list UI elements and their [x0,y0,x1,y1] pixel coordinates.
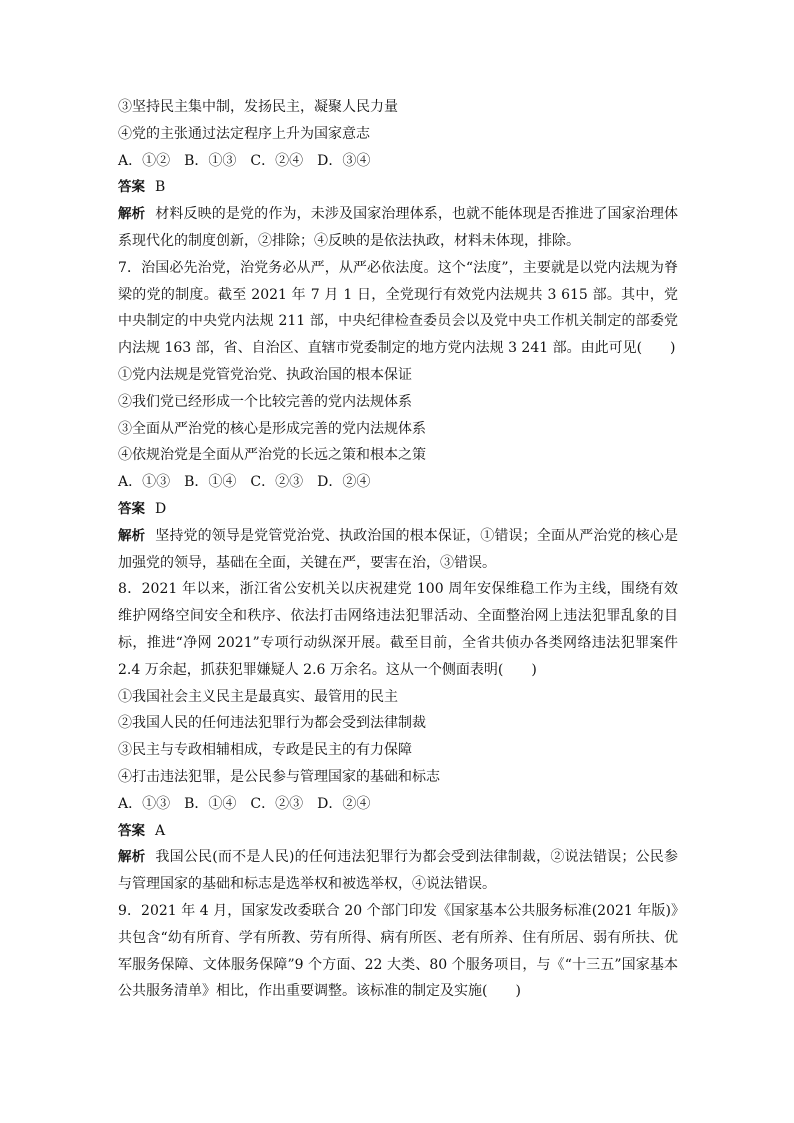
q8-stem: 8．2021 年以来，浙江省公安机关以庆祝建党 100 周年安保维稳工作为主线，围绕有效维护网络空间安全和秩序、依法打击网络违法犯罪活动、全面整治网上违法犯罪乱象的目标，推进“净网 2021”专项行动纵深开展。截至目前，全省共侦办各类网络违法犯罪案件 2.4 万余起，抓获犯罪嫌疑人 2.6 万余名。这从一个侧面表明( ) [118,581,678,678]
analysis-text: 坚持党的领导是党管党治党、执政治国的根本保证，①错误；全面从严治党的核心是加强党的领导，基础在全面，关键在严，要害在治，③错误。 [118,527,679,571]
analysis-text: 我国公民(而不是人民)的任何违法犯罪行为都会受到法律制裁，②说法错误；公民参与管理国家的基础和标志是选举权和被选举权，④说法错误。 [118,849,679,893]
q8-choices: A．①③ B．①④ C．②③ D．②④ [118,795,371,812]
q8-option-3: ③民主与专政相辅相成，专政是民主的有力保障 [118,742,412,759]
answer-value: B [155,179,166,196]
q6-option-4: ④党的主张通过法定程序上升为国家意志 [118,125,370,142]
q7-option-3: ③全面从严治党的核心是形成完善的党内法规体系 [118,420,426,437]
answer-label: 答案 [118,500,145,517]
q6-choices: A．①② B．①③ C．②④ D．③④ [118,152,371,169]
q7-option-2: ②我们党已经形成一个比较完善的党内法规体系 [118,393,412,410]
analysis-label: 解析 [118,206,146,223]
q8-answer [118,818,678,845]
q7-option-4: ④依规治党是全面从严治党的长远之策和根本之策 [118,447,426,464]
q8-analysis [118,844,678,898]
q7-answer [118,496,678,523]
q7-analysis [118,523,678,577]
answer-label: 答案 [118,822,145,839]
analysis-label: 解析 [118,527,146,544]
q6-analysis [118,201,678,255]
analysis-text: 材料反映的是党的作为，未涉及国家治理体系，也就不能体现是否推进了国家治理体系现代化的制度创新，②排除；④反映的是依法执政，材料未体现，排除。 [118,206,679,249]
document-page [118,94,678,1005]
q9-stem: 9．2021 年 4 月，国家发改委联合 20 个部门印发《国家基本公共服务标准(2021 年版)》共包含“幼有所育、学有所教、劳有所得、病有所医、老有所养、住有所居、弱有所扶、优军服务保障、文体服务保障”9 个方面、22 大类、80 个服务项目，与《“十三五”国家基本公共服务清单》相比，作出重要调整。该标准的制定及实施( ) [118,902,678,1000]
q8-option-1: ①我国社会主义民主是最真实、最管用的民主 [118,688,398,705]
q7-stem: 7．治国必先治党，治党务必从严，从严必依法度。这个“法度”，主要就是以党内法规为脊梁的党的制度。截至 2021 年 7 月 1 日，全党现行有效党内法规共 3 615 部。其中，党中央制定的中央党内法规 211 部，中央纪律检查委员会以及党中央工作机关制定的部委党内法规 163 部，省、自治区、直辖市党委制定的地方党内法规 3 241 部。由此可见( ) [118,259,678,357]
q8-option-2: ②我国人民的任何违法犯罪行为都会受到法律制裁 [118,715,426,732]
analysis-label: 解析 [118,849,146,866]
answer-value: A [155,822,166,839]
q6-option-3: ③坚持民主集中制，发扬民主，凝聚人民力量 [118,99,398,115]
answer-label: 答案 [118,179,145,196]
q7-option-1: ①党内法规是党管党治党、执政治国的根本保证 [118,366,412,383]
q8-option-4: ④打击违法犯罪，是公民参与管理国家的基础和标志 [118,768,440,785]
answer-value: D [155,500,167,517]
q6-answer [118,174,678,201]
q7-choices: A．①③ B．①④ C．②③ D．②④ [118,474,371,491]
